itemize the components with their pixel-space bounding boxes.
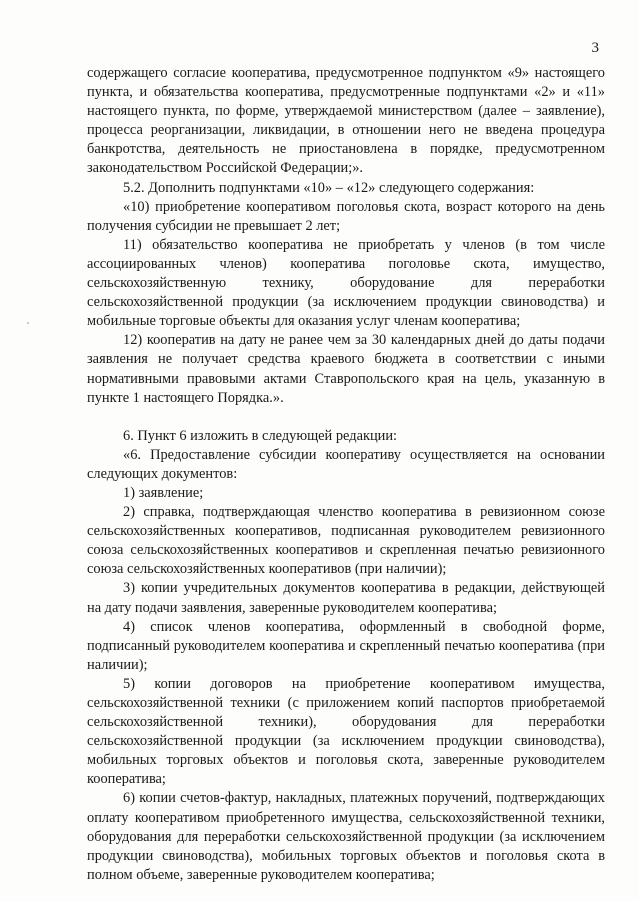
list-item-3: 3) копии учредительных документов кооператива в редакции, действующей на дату подачи заявления, заверенные руководителем кооператива; (87, 580, 605, 616)
list-item-5: 5) копии договоров на приобретение кооперативом имущества, сельскохозяйственной техники (с приложением копий паспортов приобретаемой сельскохозяйственной техники), оборудования для переработки сельскохозяйственной продукции (за исключением продукции свиноводства), мобильных торговых объектов и поголовья скота, заверенные руководителем кооператива; (87, 675, 605, 788)
paragraph-subitem-11: 11) обязательство кооператива не приобретать у членов (в том числе ассоциированных членов) кооператива поголовье скота, имущество, сельскохозяйственную технику, оборудование для переработки сельскохозяйственной продукции (за исключением продукции свиноводства) и мобильные торговые объекты для оказания услуг членам кооператива; (87, 236, 605, 330)
document-body (87, 64, 605, 885)
paragraph-item-6: 6. Пункт 6 изложить в следующей редакции: (123, 427, 398, 444)
page-number: 3 (591, 40, 599, 56)
list-item-6: 6) копии счетов-фактур, накладных, платежных поручений, подтверждающих оплату кооперативом приобретенного имущества, сельскохозяйственной техники, оборудования для переработки сельскохозяйственной продукции (за исключением продукции свиноводства), мобильных торговых объектов и поголовья скота в полном объеме, заверенные руководителем кооператива; (87, 790, 605, 883)
paragraph-continuation: содержащего согласие кооператива, предусмотренное подпунктом «9» настоящего пункта, и обязательства кооператива, предусмотренные подпунктами «2» и «11» настоящего пункта, по форме, утверждаемой министерством (далее – заявление), процесса реорганизации, ликвидации, в отношении него не введена процедура банкротства, деятельность не приостановлена в порядке, предусмотренном законодательством Российской Федерации;». (87, 65, 605, 177)
paragraph-item-6-intro: «6. Предоставление субсидии кооперативу осуществляется на основании следующих документов: (87, 446, 605, 482)
list-item-4: 4) список членов кооператива, оформленный в свободной форме, подписанный руководителем кооператива и скрепленный печатью кооператива (при наличии); (87, 618, 605, 673)
paragraph-subitem-12: 12) кооператив на дату не ранее чем за 30 календарных дней до даты подачи заявления не получает средства краевого бюджета в соответствии с иными нормативными правовыми актами Ставропольского края на цель, указанную в пункте 1 настоящего Порядка.». (87, 332, 605, 406)
scan-speck (27, 322, 29, 324)
paragraph-subitem-10: «10) приобретение кооперативом поголовья скота, возраст которого на день получения субсидии не превышает 2 лет; (87, 198, 605, 234)
list-item-1: 1) заявление; (123, 484, 204, 501)
paragraph-5-2: 5.2. Дополнить подпунктами «10» – «12» следующего содержания: (123, 179, 535, 196)
list-item-2: 2) справка, подтверждающая членство кооператива в ревизионном союзе сельскохозяйственных кооперативов, подписанная руководителем ревизионного союза сельскохозяйственных кооперативов и скрепленная печатью ревизионного союза сельскохозяйственных кооперативов (при наличии); (87, 504, 605, 578)
